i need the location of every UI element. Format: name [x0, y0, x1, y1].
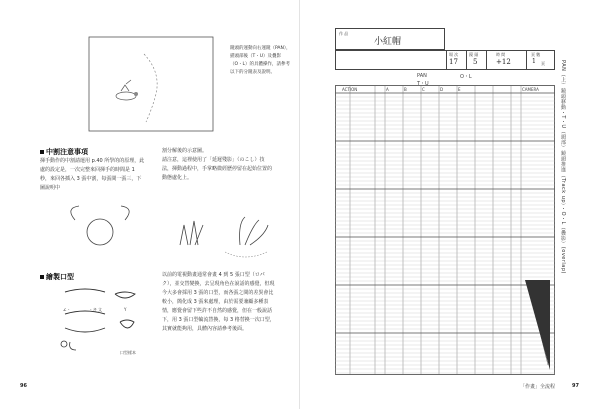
- col-label-b: B: [404, 87, 407, 92]
- sheet-title: 小紅帽: [374, 37, 402, 47]
- side-vertical-caption: PAN（上）鏡頭移動・T・U（頭部）鏡頭推進（Track up）・O・L（疊影）(overlap): [560, 60, 566, 274]
- section2-body: 以前的電視動畫通常會畫 4 到 5 張口型（ロパク），並交替變換，去呈現角色在說話的感覺，但現今大多會採用 3 張的口型，而各張之間的差異會比較小，簡化成 3 張來處理，由於需要兼顧多種表情，應覺會留下些許不自然的感覺，但在一般說話下，用 3 張口型輪流替換，每 3 格替換一次口型，其實就能夠用，具體內容請參考後面。: [162, 272, 275, 332]
- sheet-page-value: 1: [532, 58, 536, 65]
- wave-sequence-illustration: [45, 200, 275, 260]
- mouth-shapes-illustration: [50, 284, 160, 364]
- timesheet-grid: [335, 85, 555, 375]
- ol-label: O・L: [460, 74, 472, 80]
- footer-text: 「作畫」全流程: [520, 384, 556, 390]
- col-label-e: E: [458, 87, 461, 92]
- pan-illustration: [86, 34, 216, 134]
- mouth-label-4: 口型樣本: [120, 350, 136, 355]
- mouth-label-1: ∠ -: [63, 307, 70, 312]
- left-page-number: 96: [20, 383, 27, 389]
- section1-body-right: 割分解後的示意圖。 請注意，這裡使用了「延遲殘影」（のこし）技法，揮動過程中，手掌略微經歷停留在起始位置的動態處化上。: [162, 148, 273, 181]
- title-box: [335, 28, 445, 50]
- square-bullet-icon: [40, 275, 44, 279]
- pan-label: PAN: [417, 73, 427, 79]
- col-label-a: A: [386, 87, 389, 92]
- col-label-c: C: [422, 87, 425, 92]
- col-label-d: D: [440, 87, 444, 92]
- col-label-camera: CAMERA: [522, 87, 539, 92]
- sheet-time-value: +12: [496, 58, 511, 66]
- sheet-scene-value: 17: [449, 58, 458, 66]
- sheet-header-label: 作 品: [339, 31, 349, 36]
- pan-caption: 鏡頭的運動向右運鏡（PAN），描頭部後（T・U）及疊影（O・L）的具體操作，請參考以下的分鏡表及說明。: [230, 46, 291, 75]
- sheet-cut-label: 鏡 頭: [469, 52, 479, 57]
- col-label-action: ACTION: [342, 87, 358, 92]
- sheet-time-label: 時 間: [496, 52, 506, 57]
- sheet-page-total: 頁: [541, 61, 545, 66]
- mouth-label-2: - ヰ 文: [90, 307, 102, 312]
- section1-title: 中割注意事項: [40, 147, 88, 157]
- section1-body: 揮手動作的中割請運用 p.40 所學的的原理，此處的設定是，一次完整來回揮手的時間是 1 秒，來回各插入 3 張中割，每張間一張三，下圖說明中: [40, 158, 145, 191]
- right-page-number: 97: [572, 383, 579, 389]
- section2-title: 繪製口型: [40, 272, 74, 282]
- square-bullet-icon: [40, 150, 44, 154]
- right-page: [300, 0, 600, 409]
- sheet-cut-value: 5: [473, 58, 478, 66]
- info-row: [335, 50, 555, 70]
- mouth-label-3: Y: [124, 307, 127, 312]
- sheet-page-label: 頁 數: [531, 52, 541, 57]
- tu-label: T・U: [417, 81, 429, 87]
- sheet-scene-label: 場 次: [449, 52, 459, 57]
